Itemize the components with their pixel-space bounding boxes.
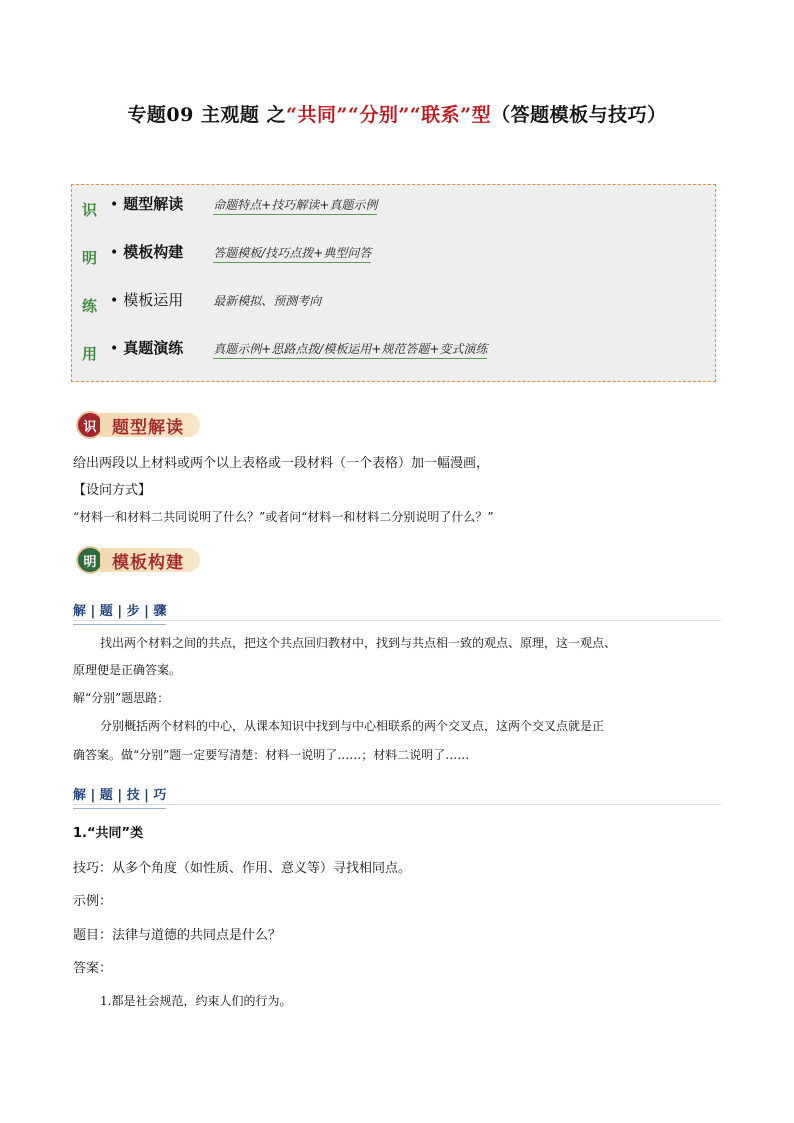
nav-item-desc: 答题模板/技巧点拨+典型问答	[213, 244, 371, 263]
page-title	[0, 100, 794, 127]
example-label: 示例：	[73, 894, 113, 909]
divider	[73, 620, 721, 621]
answer-label: 答案：	[73, 961, 113, 976]
nav-item-usage[interactable]	[110, 289, 321, 310]
nav-char-2: 明	[82, 249, 98, 267]
section-badge: 明	[76, 546, 104, 574]
nav-item-label: 题型解读	[123, 195, 184, 213]
tip-text: 技巧：从多个角度（如性质、作用、意义等）寻找相同点。	[73, 861, 412, 876]
nav-char-3: 练	[82, 297, 98, 315]
section-title: 题型解读	[100, 413, 200, 437]
question-format-text: “材料一和材料二共同说明了什么？”或者问“材料一和材料二分别说明了什么？”	[73, 510, 494, 524]
title-part-4: （答题模板与技巧）	[491, 104, 667, 126]
paragraph-separate-1: 分别概括两个材料的中心，从课本知识中找到与中心相联系的两个交叉点，这两个交叉点就是正	[100, 719, 605, 733]
divider	[73, 804, 721, 805]
navigation-box	[71, 184, 716, 382]
nav-item-label: 模板构建	[123, 243, 184, 261]
separate-heading: 解“分别”题思路：	[73, 691, 170, 705]
bullet-icon: •	[110, 341, 119, 357]
example-question: 题目：法律与道德的共同点是什么？	[73, 928, 282, 943]
title-part-2: “共同”“分别”“联系”	[286, 104, 472, 126]
section-header-template	[76, 545, 200, 575]
answer-item-1: 1.都是社会规范，约束人们的行为。	[100, 994, 292, 1008]
bullet-icon: •	[110, 245, 119, 261]
nav-item-label: 模板运用	[123, 291, 184, 309]
intro-text: 给出两段以上材料或两个以上表格或一段材料（一个表格）加一幅漫画，	[73, 456, 490, 471]
section-header-reading	[76, 410, 200, 440]
nav-char-4: 用	[82, 345, 98, 363]
nav-item-reading[interactable]	[110, 193, 377, 215]
steps-label: 解 | 题 | 步 | 骤	[73, 600, 166, 619]
title-part-3: 型	[471, 104, 492, 126]
section-badge: 识	[76, 411, 104, 439]
nav-item-template[interactable]	[110, 241, 371, 263]
paragraph-separate-2: 确答案。做“分别”题一定要写清楚：材料一说明了……；材料二说明了……	[73, 748, 470, 762]
nav-item-practice[interactable]	[110, 337, 487, 359]
tips-label: 解 | 题 | 技 | 巧	[73, 784, 166, 803]
paragraph-common-2: 原理便是正确答案。	[73, 663, 182, 677]
question-format-heading: 【设问方式】	[73, 483, 152, 498]
bullet-icon: •	[110, 293, 119, 309]
nav-item-desc: 真题示例+思路点拨/模板运用+规范答题+变式演练	[213, 340, 487, 359]
nav-item-label: 真题演练	[123, 339, 184, 357]
bullet-icon: •	[110, 197, 119, 213]
section-title: 模板构建	[100, 548, 200, 572]
title-part-1: 专题09 主观题 之	[127, 104, 287, 126]
nav-char-1: 识	[82, 201, 98, 219]
tip-heading: 1.“共同”类	[73, 826, 144, 841]
nav-item-desc: 最新模拟、预测考向	[213, 294, 322, 308]
paragraph-common-1: 找出两个材料之间的共点，把这个共点回归教材中，找到与共点相一致的观点、原理，这一观点、	[100, 636, 617, 650]
nav-item-desc: 命题特点+技巧解读+真题示例	[213, 196, 377, 215]
